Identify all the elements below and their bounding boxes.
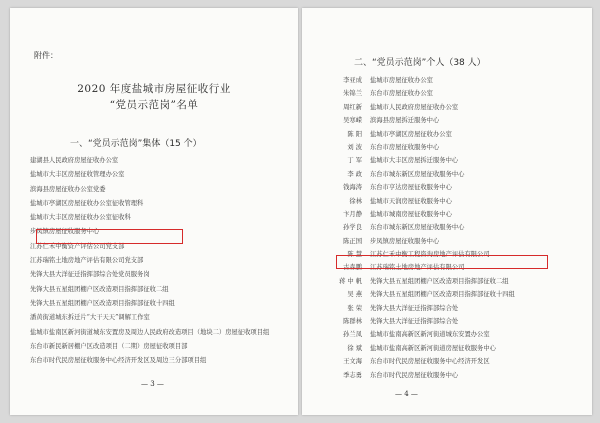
person-unit: 东台市时代民房屋征收服务中心 (370, 371, 459, 379)
section-heading-persons: 二、“党员示范岗”个人（38 人） (354, 58, 486, 68)
person-unit: 盐城市城南房屋征收服务中心 (370, 210, 452, 218)
person-list-item (332, 101, 584, 114)
person-list-item (332, 208, 584, 221)
person-name: 朱锦兰 (343, 90, 362, 98)
person-list-item (332, 275, 584, 288)
person-list-item (332, 87, 584, 100)
person-name: 周红新 (343, 103, 362, 111)
highlight-box-group (36, 229, 183, 244)
person-list-item (332, 141, 584, 154)
person-list-item (332, 128, 584, 141)
section-heading-groups: 一、“党员示范岗”集体（15 个） (70, 139, 202, 149)
person-unit: 东台市城东新区房屋征收服务中心 (370, 170, 465, 178)
person-list-item (332, 315, 584, 328)
document-page-right (302, 8, 592, 415)
group-list-item: 滨海县房屋征收办公室党委 (30, 185, 106, 193)
person-name: 季志勇 (343, 371, 362, 379)
group-list-item: 盐城市大丰区房屋征收办公室征收科 (30, 214, 131, 222)
person-name: 孙兰凤 (343, 331, 362, 339)
person-unit: 先锋大县大洋征迁指挥部综合处 (370, 304, 459, 312)
document-page-left (10, 8, 298, 415)
group-list-item: 先锋大县五星组团棚户区改造项目指挥部征收十四组 (30, 299, 175, 307)
person-unit: 东台市城东新区房屋征收服务中心 (370, 224, 465, 232)
person-unit: 盐城市亭湖区房屋征收办公室 (370, 130, 452, 138)
person-unit: 步凤镇房屋征收服务中心 (370, 237, 440, 245)
person-unit: 东台市房屋征收办公室 (370, 90, 433, 98)
group-list (30, 154, 292, 368)
person-unit: 盐城市房屋征收办公室 (370, 77, 433, 84)
person-list-item (332, 355, 584, 368)
person-list (332, 74, 584, 382)
person-name: 钱海涛 (343, 184, 362, 192)
person-list-item (332, 235, 584, 248)
person-unit: 盐城市盐南高新区新河街道房屋征收服务中心 (370, 344, 496, 352)
person-name: 陈 阳 (347, 130, 362, 138)
group-list-item: 先锋大县大洋征迁指挥部综合处党员服务岗 (30, 271, 150, 279)
person-name: 李 政 (347, 170, 362, 178)
group-list-item: 潘黄街道城东拆迁片“大干天天”调解工作室 (30, 314, 150, 322)
person-list-item (332, 342, 584, 355)
person-name: 卞月静 (343, 210, 362, 218)
person-unit: 东台市时代民房屋征收服务中心经济开发区 (370, 358, 490, 366)
group-list-item: 建湖县人民政府房屋征收办公室 (30, 157, 119, 164)
person-list-item (332, 328, 584, 341)
person-name: 孙学良 (343, 224, 362, 232)
document-title-line2: “党员示范岗”名单 (109, 99, 199, 111)
person-unit: 江苏瑞铭土地房地产评估有限公司 (370, 264, 465, 272)
person-list-item (332, 302, 584, 315)
highlight-box-person (336, 255, 548, 269)
person-unit: 盐城市盐南高新区新河街道城东安置办公室 (370, 331, 490, 339)
person-unit: 先锋大县大洋征迁指挥部综合处 (370, 318, 459, 326)
person-unit: 盐城市天润房屋征收服务中心 (370, 197, 452, 205)
person-list-item (332, 114, 584, 127)
person-list-item (332, 369, 584, 382)
document-title-line1: 2020 年度盐城市房屋征收行业 (77, 83, 231, 95)
person-unit: 江苏仁禾中衡工程咨询房地产评估有限公司 (370, 251, 490, 259)
person-list-item (332, 168, 584, 181)
person-name: 蒋 中 帆 (339, 277, 362, 285)
page-number: — 4 — (395, 390, 418, 398)
person-list-item (332, 288, 584, 301)
person-name: 古森鹏 (343, 264, 362, 272)
group-list-item: 江苏仁禾中衡资产评估公司党支部 (30, 242, 125, 250)
person-name: 吴寒嵘 (343, 117, 362, 125)
group-list-item: 盐城市亭湖区房屋征收办公室征收管理科 (30, 199, 144, 207)
person-name: 张 荣 (347, 304, 362, 312)
person-name: 徐林 (349, 197, 362, 205)
person-name: 陈 慧 (347, 251, 362, 259)
person-name: 刘 波 (347, 143, 362, 151)
group-list-item: 先锋大县五星组团棚户区改造项目指挥部征收二组 (30, 285, 169, 293)
group-list-item: 盐城市大丰区房屋征收管理办公室 (30, 171, 125, 179)
person-unit: 东台市房屋征收服务中心 (370, 143, 440, 151)
person-list-item (332, 74, 584, 87)
person-unit: 盐城市大丰区房屋拆迁服务中心 (370, 157, 459, 165)
page-number: — 3 — (141, 380, 164, 388)
group-list-item: 江苏瑞铭土地房地产评估有限公司党支部 (30, 257, 144, 265)
person-unit: 东台市亨达房屋征收服务中心 (370, 184, 452, 192)
group-list-item: 步凤镇房屋征收服务中心 (30, 228, 100, 236)
person-unit: 滨海县房屋拆迁服务中心 (370, 117, 440, 125)
group-list-item: 东台市新民新居棚户区改造项目（二期）房屋征收项目部 (30, 342, 188, 350)
group-list-item: 东台市时代民房屋征收服务中心经济开发区及周边三分部项目组 (30, 357, 207, 365)
person-name: 吴 燕 (347, 291, 362, 299)
person-name: 李亚成 (343, 77, 362, 84)
person-unit: 盐城市人民政府房屋征收办公室 (370, 103, 459, 111)
person-list-item (332, 195, 584, 208)
person-list-item (332, 154, 584, 167)
person-unit: 先锋大县五星组团棚户区改造项目指挥部征收二组 (370, 277, 509, 285)
attachment-label: 附件： (34, 51, 58, 60)
person-name: 陈群林 (343, 318, 362, 326)
person-list-item (332, 221, 584, 234)
person-unit: 先锋大县五星组团棚户区改造项目指挥部征收十四组 (370, 291, 515, 299)
person-name: 王文海 (343, 358, 362, 366)
person-list-item (332, 181, 584, 194)
person-name: 陈正国 (343, 237, 362, 245)
person-name: 丁 军 (347, 157, 362, 165)
group-list-item: 盐城市盐南区新河街道城东安置房及周边人民政府改造项目（地块二）房屋征收项目组 (30, 328, 270, 336)
person-name: 徐 斌 (347, 344, 362, 352)
